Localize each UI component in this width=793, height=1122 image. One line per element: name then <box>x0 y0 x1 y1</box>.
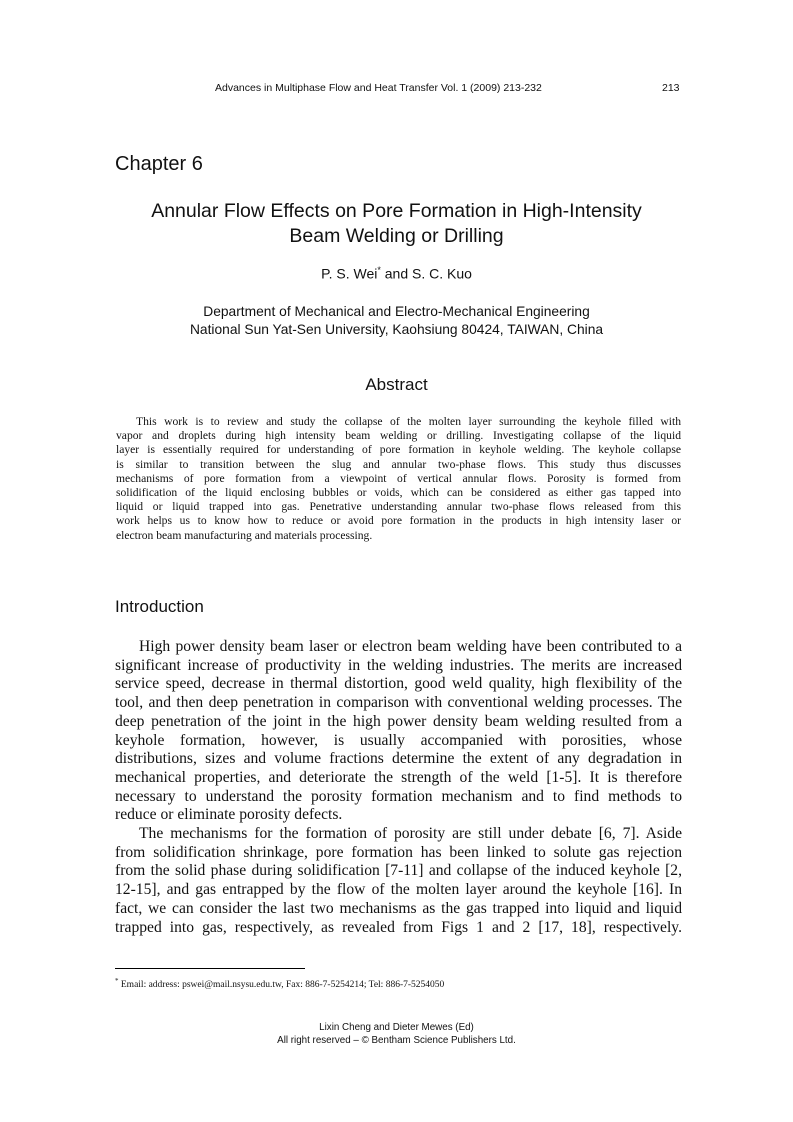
introduction-heading: Introduction <box>115 597 204 616</box>
footnote <box>115 977 444 990</box>
corresponding-marker: * <box>377 265 381 275</box>
editors-line: Lixin Cheng and Dieter Mewes (Ed) <box>319 1022 474 1033</box>
text-line: service speed, decrease in thermal distortion, good weld quality, high flexibility of the <box>115 675 682 693</box>
text-line: mechanical properties, and deteriorate the strength of the weld [1-5]. It is therefore <box>115 768 682 786</box>
text-line: is similar to transition between the slug and annular two-phase flows. This study thus discusses <box>116 457 681 471</box>
text-line: tool, and then deep penetration in comparison with conventional welding processes. The <box>115 694 682 712</box>
paper-title <box>0 199 793 249</box>
text-line: layer is essentially required for understanding of pore formation in keyhole welding. The keyhole collapse <box>116 443 681 457</box>
copyright-line: All right reserved – © Bentham Science Publishers Ltd. <box>277 1035 516 1046</box>
text-line: significant increase of productivity in the welding industries. The merits are increased <box>115 656 682 674</box>
text-line: work helps us to know how to reduce or avoid pore formation in the products in high intensity laser or <box>116 514 681 528</box>
text-line: liquid or liquid trapped into gas. Penetrative understanding annular two-phase flows released from this <box>116 500 681 514</box>
footnote-text: Email: address: pswei@mail.nsysu.edu.tw, Fax: 886-7-5254214; Tel: 886-7-5254050 <box>120 980 445 991</box>
affiliation-line: Department of Mechanical and Electro-Mechanical Engineering <box>203 304 590 319</box>
running-title: Advances in Multiphase Flow and Heat Transfer Vol. 1 (2009) 213-232 <box>215 82 542 94</box>
text-line: High power density beam laser or electron beam welding have been contributed to a <box>139 638 682 655</box>
footnote-marker: * <box>115 977 119 985</box>
page-number: 213 <box>662 82 680 94</box>
introduction-paragraph <box>115 638 682 825</box>
text-line: vapor and droplets during high intensity beam welding or drilling. Investigating collapse of the liquid <box>116 429 681 443</box>
affiliation-line: National Sun Yat-Sen University, Kaohsiung 80424, TAIWAN, China <box>189 321 604 337</box>
text-line: from solidification shrinkage, pore formation has been linked to solute gas rejection <box>115 843 682 861</box>
text-line: fact, we can consider the last two mechanisms as the gas trapped into liquid and liquid <box>115 899 682 917</box>
text-line: keyhole formation, however, is usually accompanied with porosities, whose <box>115 731 682 749</box>
text-line: mechanisms of pore formation from a viewpoint of vertical annular flows. Porosity is formed from <box>116 471 681 485</box>
text-line: deep penetration of the joint in the high power density beam welding resulted from a <box>115 712 682 730</box>
footnote-rule <box>115 968 305 969</box>
text-line: solidification of the liquid enclosing bubbles or voids, which can be considered as either gas tapped into <box>116 486 681 500</box>
text-line: This work is to review and study the collapse of the molten layer surrounding the keyhole filled with <box>136 415 681 428</box>
chapter-label: Chapter 6 <box>115 153 203 175</box>
text-line: reduce or eliminate porosity defects. <box>115 806 343 824</box>
title-line: Beam Welding or Drilling <box>289 225 504 247</box>
page-footer <box>0 1021 793 1047</box>
abstract-body <box>116 415 681 543</box>
affiliation <box>0 303 793 338</box>
abstract-heading: Abstract <box>365 375 428 394</box>
text-line: necessary to understand the porosity formation mechanism and to find methods to <box>115 787 682 805</box>
author-2: and S. C. Kuo <box>380 265 472 282</box>
authors <box>0 265 793 282</box>
text-line: electron beam manufacturing and materials processing. <box>116 528 373 542</box>
text-line: distributions, sizes and volume fractions determine the extent of any degradation in <box>115 750 682 768</box>
author-1: P. S. Wei <box>321 265 378 282</box>
text-line: from the solid phase during solidification [7-11] and collapse of the induced keyhole [2, <box>115 862 682 880</box>
title-line: Annular Flow Effects on Pore Formation in High-Intensity <box>151 200 642 222</box>
text-line: 12-15], and gas entrapped by the flow of the molten layer around the keyhole [16]. In <box>115 881 682 899</box>
text-line: The mechanisms for the formation of porosity are still under debate [6, 7]. Aside <box>139 825 682 842</box>
text-line: trapped into gas, respectively, as revealed from Figs 1 and 2 [17, 18], respectively. <box>115 918 682 936</box>
introduction-paragraph <box>115 825 682 937</box>
